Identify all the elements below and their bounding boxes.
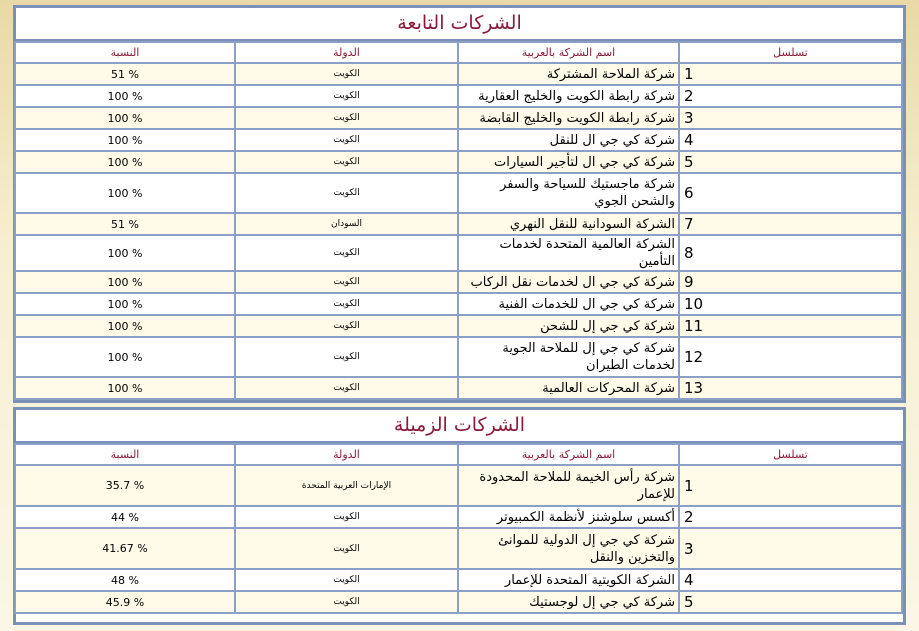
row-country: الكويت: [235, 377, 458, 399]
table-row: [15, 107, 902, 129]
table-row: [15, 151, 902, 173]
row-serial: 3: [679, 528, 902, 569]
associates-rows: [15, 465, 902, 613]
row-country: الكويت: [235, 591, 458, 613]
row-percentage: % 100: [15, 151, 235, 173]
row-percentage: % 100: [15, 337, 235, 377]
header-company-name: اسم الشركة بالعربية: [458, 42, 679, 63]
header-company-name: اسم الشركة بالعربية: [458, 444, 679, 465]
row-percentage: % 100: [15, 173, 235, 213]
subsidiaries-table: [14, 41, 903, 400]
row-serial: 4: [679, 569, 902, 591]
row-serial: 12: [679, 337, 902, 377]
row-percentage: % 100: [15, 293, 235, 315]
row-serial: 11: [679, 315, 902, 337]
row-serial: 6: [679, 173, 902, 213]
row-company-name: الشركة السودانية للنقل النهري: [458, 213, 679, 235]
row-serial: 2: [679, 506, 902, 528]
table-row: [15, 63, 902, 85]
row-company-name: شركة كي جي إل للملاحة الجوية لخدمات الطيران: [458, 337, 679, 377]
row-serial: 1: [679, 465, 902, 506]
row-percentage: % 100: [15, 107, 235, 129]
row-country: الكويت: [235, 271, 458, 293]
row-company-name: الشركة العالمية المتحدة لخدمات التأمين: [458, 235, 679, 271]
row-country: الإمارات العربية المتحدة: [235, 465, 458, 506]
row-company-name: شركة كي جي ال للخدمات الفنية: [458, 293, 679, 315]
row-percentage: % 100: [15, 129, 235, 151]
row-percentage: % 48: [15, 569, 235, 591]
row-country: الكويت: [235, 173, 458, 213]
row-percentage: % 100: [15, 235, 235, 271]
header-percentage: النسبة: [15, 42, 235, 63]
row-country: الكويت: [235, 235, 458, 271]
subsidiaries-rows: [15, 63, 902, 399]
row-company-name: شركة كي جي ال لتأجير السيارات: [458, 151, 679, 173]
row-serial: 3: [679, 107, 902, 129]
row-country: الكويت: [235, 129, 458, 151]
row-country: الكويت: [235, 107, 458, 129]
table-row: [15, 337, 902, 377]
table-row: [15, 315, 902, 337]
table-row: [15, 465, 902, 506]
row-company-name: شركة كي جي إل للشحن: [458, 315, 679, 337]
header-percentage: النسبة: [15, 444, 235, 465]
row-percentage: % 51: [15, 63, 235, 85]
table-row: [15, 591, 902, 613]
row-serial: 10: [679, 293, 902, 315]
associates-panel: [13, 407, 906, 625]
row-percentage: % 44: [15, 506, 235, 528]
header-serial: تسلسل: [679, 42, 902, 63]
table-row: [15, 213, 902, 235]
table-row: [15, 235, 902, 271]
row-company-name: شركة ماجستيك للسياحة والسفر والشحن الجوي: [458, 173, 679, 213]
table-row: [15, 377, 902, 399]
table-row: [15, 528, 902, 569]
associates-table: [14, 443, 903, 614]
subsidiaries-panel: [13, 5, 906, 403]
row-percentage: % 100: [15, 85, 235, 107]
subsidiaries-title: الشركات التابعة: [16, 8, 903, 41]
row-country: الكويت: [235, 85, 458, 107]
row-company-name: شركة كي جي إل الدولية للموانئ والتخزين والنقل: [458, 528, 679, 569]
row-country: الكويت: [235, 151, 458, 173]
row-company-name: شركة رأس الخيمة للملاحة المحدودة للإعمار: [458, 465, 679, 506]
table-row: [15, 506, 902, 528]
row-country: السودان: [235, 213, 458, 235]
row-percentage: % 100: [15, 271, 235, 293]
row-company-name: شركة الملاحة المشتركة: [458, 63, 679, 85]
row-serial: 9: [679, 271, 902, 293]
table-row: [15, 129, 902, 151]
row-country: الكويت: [235, 337, 458, 377]
table-row: [15, 271, 902, 293]
row-serial: 8: [679, 235, 902, 271]
header-country: الدولة: [235, 444, 458, 465]
row-country: الكويت: [235, 528, 458, 569]
row-percentage: % 45.9: [15, 591, 235, 613]
table-row: [15, 569, 902, 591]
row-serial: 5: [679, 591, 902, 613]
row-country: الكويت: [235, 569, 458, 591]
row-country: الكويت: [235, 315, 458, 337]
row-company-name: شركة كي جي ال لخدمات نقل الركاب: [458, 271, 679, 293]
table-row: [15, 293, 902, 315]
header-country: الدولة: [235, 42, 458, 63]
row-percentage: % 41.67: [15, 528, 235, 569]
row-company-name: الشركة الكويتية المتحدة للإعمار: [458, 569, 679, 591]
row-company-name: شركة المحركات العالمية: [458, 377, 679, 399]
row-percentage: % 100: [15, 315, 235, 337]
row-serial: 1: [679, 63, 902, 85]
table-row: [15, 85, 902, 107]
row-percentage: % 51: [15, 213, 235, 235]
row-company-name: شركة رابطة الكويت والخليج القابضة: [458, 107, 679, 129]
header-serial: تسلسل: [679, 444, 902, 465]
row-serial: 2: [679, 85, 902, 107]
row-company-name: شركة كي جي ال للنقل: [458, 129, 679, 151]
table-row: [15, 173, 902, 213]
row-company-name: أكسس سلوشنز لأنظمة الكمبيوتر: [458, 506, 679, 528]
row-percentage: % 35.7: [15, 465, 235, 506]
row-country: الكويت: [235, 506, 458, 528]
row-serial: 4: [679, 129, 902, 151]
associates-title: الشركات الزميلة: [16, 410, 903, 443]
row-country: الكويت: [235, 293, 458, 315]
row-company-name: شركة كي جي إل لوجستيك: [458, 591, 679, 613]
row-serial: 7: [679, 213, 902, 235]
row-company-name: شركة رابطة الكويت والخليج العقارية: [458, 85, 679, 107]
row-serial: 13: [679, 377, 902, 399]
row-serial: 5: [679, 151, 902, 173]
row-percentage: % 100: [15, 377, 235, 399]
row-country: الكويت: [235, 63, 458, 85]
